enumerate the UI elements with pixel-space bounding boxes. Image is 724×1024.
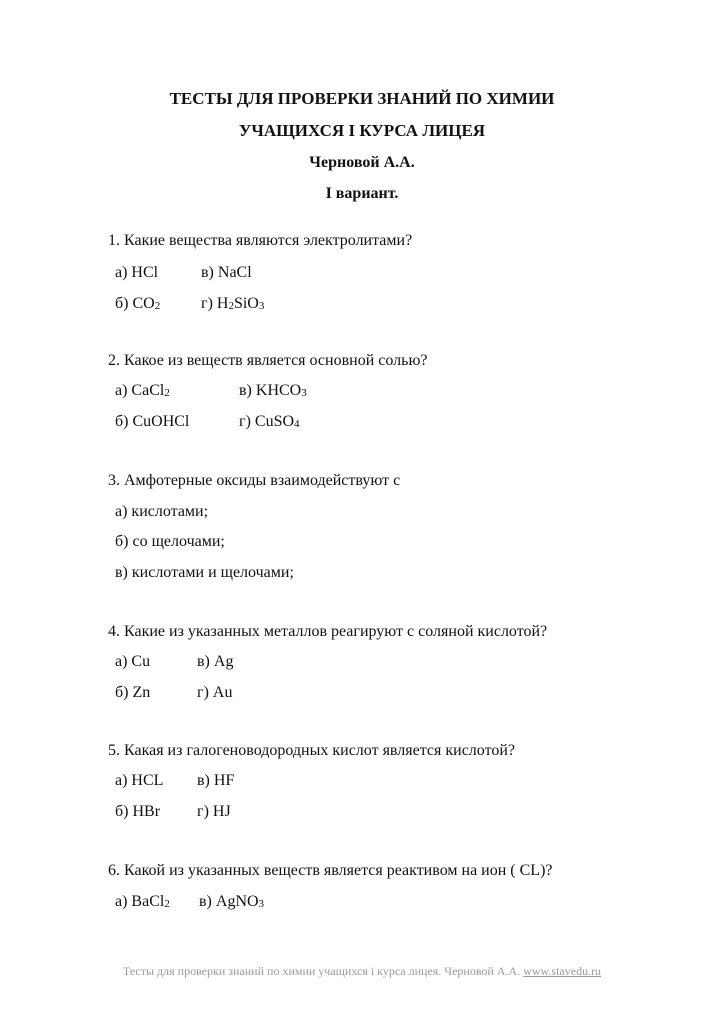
question-5-option-b: б) HBr <box>115 803 161 820</box>
question-1-option-g: г) $H_2SiO_3$ <box>201 295 265 312</box>
question-2-option-b: б) CuOHCl <box>115 413 190 430</box>
question-2-option-v: в) $KHCO_3$ <box>239 382 307 399</box>
question-5-text: 5. Какая из галогеноводородных кислот является кислотой? <box>108 742 516 759</box>
question-1-option-b: б) $CO_2$ <box>115 295 161 312</box>
footer-link[interactable]: www.stavedu.ru <box>523 964 602 978</box>
page-footer <box>0 964 724 979</box>
question-3-text: 3. Амфотерные оксиды взаимодействуют с <box>108 472 401 489</box>
question-1-text: 1. Какие вещества являются электролитами? <box>108 232 413 249</box>
question-5-option-v: в) HF <box>197 772 235 789</box>
question-1-option-v: в) NaCl <box>201 264 252 281</box>
question-3-option-a: а) кислотами; <box>115 503 209 520</box>
title-line-2: УЧАЩИХСЯ I КУРСА ЛИЦЕЯ <box>238 121 486 140</box>
author-name: Черновой А.А. <box>309 154 415 171</box>
footer-text: Тесты для проверки знаний по химии учащихся i курса лицея. Черновой А.А. <box>122 964 524 978</box>
question-2-option-g: г) CuSO$_4$ <box>239 413 300 430</box>
variant-label: I вариант. <box>325 185 399 202</box>
question-2-option-a: а) CaCl$_2$ <box>115 382 170 399</box>
question-6-option-v: в) AgNO$_3$ <box>199 893 265 910</box>
question-3-option-v: в) кислотами и щелочами; <box>115 564 294 581</box>
question-5-option-a: а) HCL <box>115 772 164 789</box>
question-4-option-a: а) Cu <box>115 653 151 670</box>
question-5-option-g: г) HJ <box>197 803 231 820</box>
title-line-1: ТЕСТЫ ДЛЯ ПРОВЕРКИ ЗНАНИЙ ПО ХИМИИ <box>169 89 555 108</box>
question-4-text: 4. Какие из указанных металлов реагируют с соляной кислотой? <box>108 623 548 640</box>
question-1-option-a: а) HCl <box>115 264 159 281</box>
question-4-option-v: в) Ag <box>197 653 234 670</box>
question-2-text: 2. Какое из веществ является основной солью? <box>108 352 428 369</box>
question-4-option-g: г) Au <box>197 684 233 701</box>
question-6-option-a: а) BaCl$_2$ <box>115 893 170 910</box>
question-4-option-b: б) Zn <box>115 684 151 701</box>
question-3-option-b: б) со щелочами; <box>115 533 225 550</box>
question-6-text: 6. Какой из указанных веществ является реактивом на ион ( CL)? <box>108 862 553 879</box>
